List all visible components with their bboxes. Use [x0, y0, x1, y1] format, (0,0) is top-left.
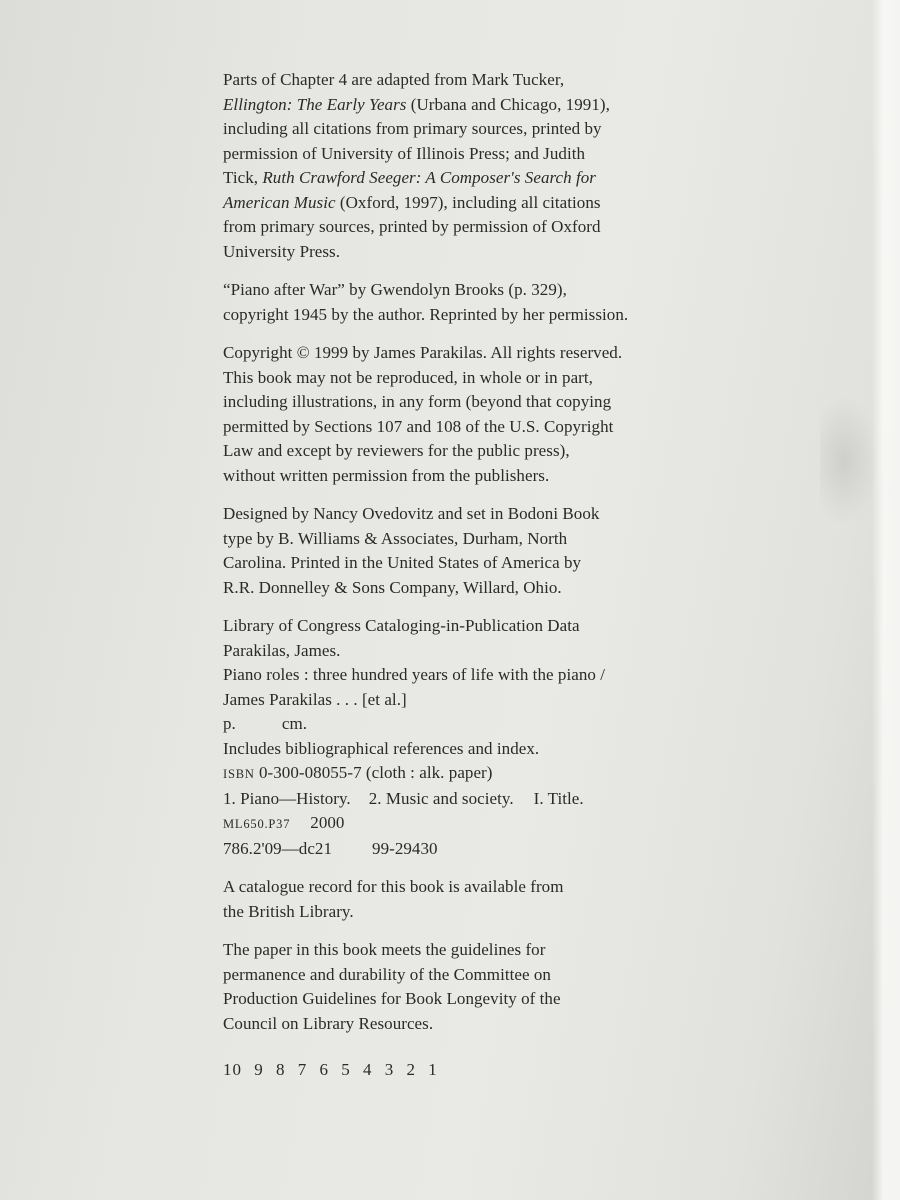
cip-author: Parakilas, James.	[223, 640, 341, 660]
text-line: University Press.	[223, 241, 341, 261]
text-line: the British Library.	[223, 901, 354, 921]
design-paragraph	[223, 502, 693, 600]
cip-physical	[223, 712, 693, 737]
text-line	[223, 93, 693, 118]
text-line: The paper in this book meets the guidelines for	[223, 940, 546, 959]
text-line: copyright 1945 by the author. Reprinted by her permission.	[223, 304, 629, 324]
cip-subjects	[223, 787, 693, 812]
lc-year: 2000	[310, 813, 345, 832]
text-line: permitted by Sections 107 and 108 of the U.S. Copyright	[223, 416, 614, 436]
text-fragment: (Oxford, 1997), including all citations	[335, 192, 601, 212]
acknowledgment-paragraph	[223, 68, 693, 264]
text-line	[223, 166, 693, 191]
text-line: Law and except by reviewers for the public press),	[223, 441, 570, 460]
cip-credit: James Parakilas . . . [et al.]	[223, 689, 407, 709]
book-title-seeger: Ruth Crawford Seeger: A Composer's Search for	[262, 168, 596, 187]
copyright-paragraph	[223, 341, 693, 488]
text-line: Parts of Chapter 4 are adapted from Mark Tucker,	[223, 70, 565, 89]
lc-call-number: ML650.P37	[223, 817, 291, 831]
page-edge	[872, 0, 900, 1200]
subject-piano: 1. Piano—History.	[223, 788, 351, 808]
isbn-value: 0-300-08055-7 (cloth : alk. paper)	[254, 763, 493, 782]
text-line: type by B. Williams & Associates, Durham, North	[223, 528, 568, 548]
printing-number-line: 10 9 8 7 6 5 4 3 2 1	[223, 1060, 438, 1079]
text-line: Council on Library Resources.	[223, 1013, 434, 1033]
paper-paragraph	[223, 938, 693, 1036]
text-line: permission of University of Illinois Press; and Judith	[223, 143, 586, 163]
text-line: This book may not be reproduced, in whole or in part,	[223, 367, 593, 387]
text-line: A catalogue record for this book is available from	[223, 877, 564, 896]
cip-size: cm.	[281, 714, 308, 733]
text-line: Copyright © 1999 by James Parakilas. All rights reserved.	[223, 343, 623, 362]
cip-data-block	[223, 614, 693, 861]
subject-title: I. Title.	[533, 788, 584, 808]
text-fragment: (Urbana and Chicago, 1991),	[406, 94, 610, 114]
poem-credit-paragraph	[223, 278, 693, 327]
cip-pages: p.	[223, 714, 236, 733]
text-line: R.R. Donnelley & Sons Company, Willard, Ohio.	[223, 577, 562, 597]
isbn-label: ISBN	[223, 767, 255, 781]
show-through-shadow	[820, 395, 880, 525]
subject-music: 2. Music and society.	[368, 788, 514, 808]
book-title-ellington: Ellington: The Early Years	[223, 94, 407, 114]
cip-title: Piano roles : three hundred years of life with the piano /	[223, 665, 605, 684]
text-line: Designed by Nancy Ovedovitz and set in Bodoni Book	[223, 504, 600, 523]
text-line: Production Guidelines for Book Longevity of the	[223, 989, 561, 1008]
british-library-paragraph	[223, 875, 693, 924]
dewey-number: 786.2'09—dc21	[223, 838, 333, 858]
lccn: 99-29430	[372, 838, 438, 858]
printing-line-paragraph	[223, 1058, 693, 1083]
text-fragment: Tick,	[223, 168, 263, 187]
text-line: including all citations from primary sources, printed by	[223, 119, 602, 138]
cip-lc-class	[223, 811, 693, 837]
cip-dewey	[223, 837, 693, 862]
cip-heading: Library of Congress Cataloging-in-Publication Data	[223, 616, 580, 635]
cip-includes: Includes bibliographical references and index.	[223, 738, 540, 758]
text-line: permanence and durability of the Committee on	[223, 964, 551, 984]
text-line: Carolina. Printed in the United States of America by	[223, 553, 582, 572]
cip-isbn	[223, 761, 693, 787]
text-line: without written permission from the publishers.	[223, 465, 550, 485]
text-line: “Piano after War” by Gwendolyn Brooks (p. 329),	[223, 280, 567, 299]
text-line: from primary sources, printed by permission of Oxford	[223, 217, 601, 236]
text-line	[223, 191, 693, 216]
book-title-seeger-cont: American Music	[223, 192, 336, 212]
copyright-page-text	[223, 68, 693, 1097]
text-line: including illustrations, in any form (beyond that copying	[223, 392, 612, 411]
